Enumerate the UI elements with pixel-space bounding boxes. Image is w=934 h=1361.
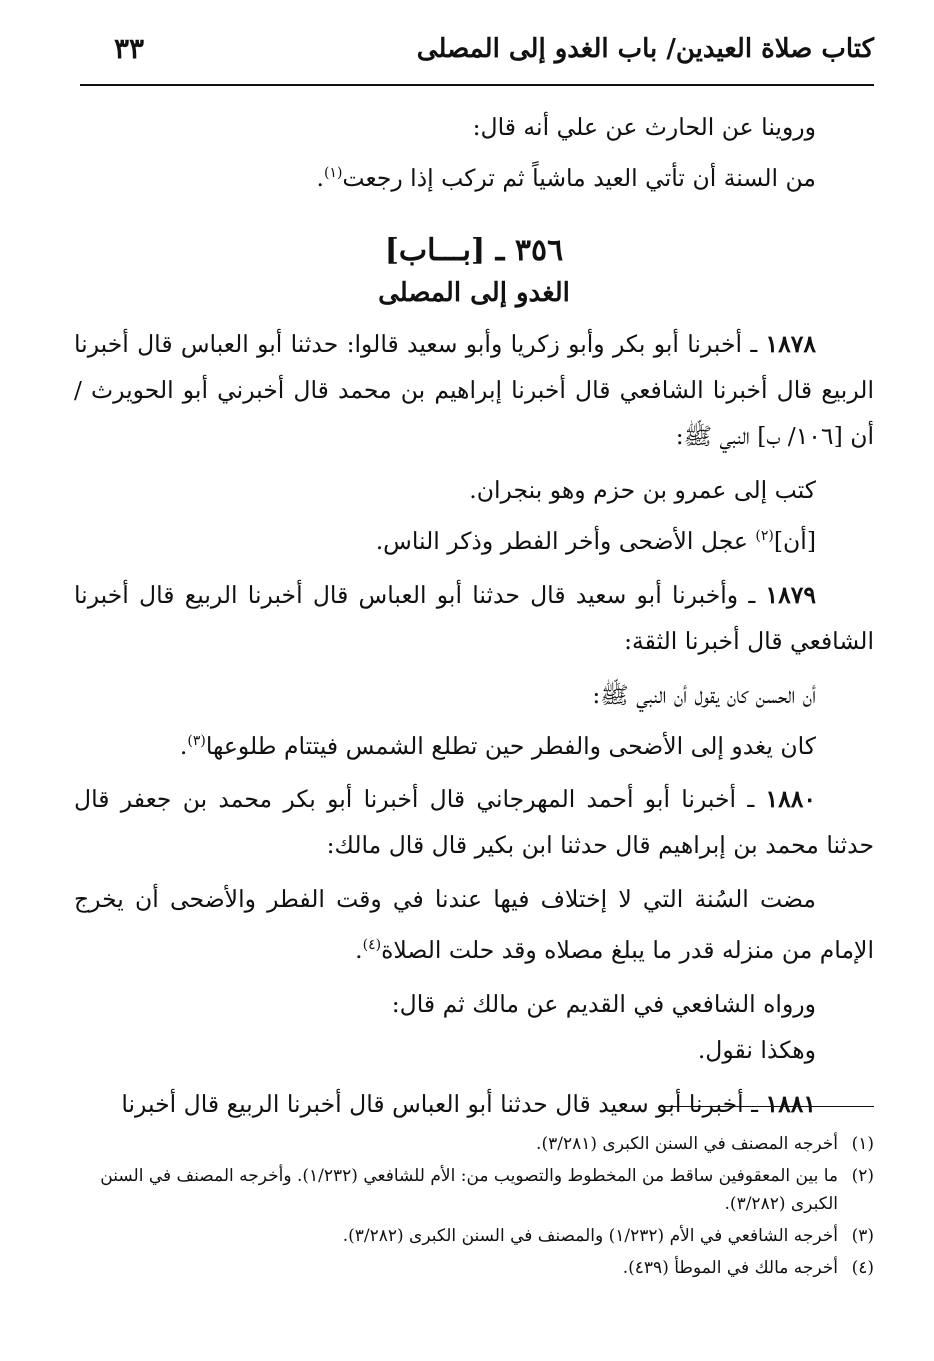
footnotes <box>74 1130 874 1286</box>
page-header <box>80 28 874 86</box>
paragraph <box>74 150 874 201</box>
hadith-1881 <box>74 1081 874 1127</box>
chapter-title: ٣٥٦ ـ [بـــاب] <box>384 232 564 268</box>
paragraph-end: . <box>355 936 363 965</box>
footnote <box>74 1162 874 1218</box>
footnote-ref: (٣) <box>187 732 206 749</box>
hadith-1878 <box>74 321 874 459</box>
chapter-subtitle: الغدو إلى المصلى <box>378 277 570 308</box>
paragraph <box>74 513 874 564</box>
footnote-text: أخرجه الشافعي في الأم (١/٢٣٢) والمصنف في السنن الكبرى (٣/٢٨٢). <box>342 1226 838 1246</box>
paragraph-text: عجل الأضحى وأخر الفطر وذكر الناس. <box>375 526 756 555</box>
paragraph-end: . <box>179 731 188 760</box>
hadith-number: ١٨٨١ <box>765 1090 816 1119</box>
paragraph <box>74 718 874 769</box>
footnote-text: أخرجه المصنف في السنن الكبرى (٣/٢٨١). <box>536 1134 838 1154</box>
footnote-text: أخرجه مالك في الموطأ (٤٣٩). <box>622 1258 838 1278</box>
hadith-1879 <box>74 572 874 664</box>
running-title: كتاب صلاة العيدين/ باب الغدو إلى المصلى <box>416 34 874 64</box>
hadith-1880 <box>74 776 874 868</box>
footnote-number: (٣) <box>851 1226 874 1246</box>
hadith-number: ١٨٧٨ <box>765 329 816 358</box>
footnote-number: (١) <box>851 1134 874 1154</box>
hadith-text: ـ أخبرنا أبو أحمد المهرجاني قال أخبرنا أبو بكر محمد بن جعفر قال حدثنا محمد بن إبراهيم قال حدثنا ابن بكير قال قال مالك: <box>74 785 874 860</box>
footnote-ref: (١) <box>323 165 343 181</box>
paragraph: أن الحسن كان يقول أن النبي ﷺ: <box>592 680 816 709</box>
paragraph: وهكذا نقول. <box>697 1036 816 1065</box>
footnote-text: ما بين المعقوفين ساقط من المخطوط والتصويب من: الأم للشافعي (١/٢٣٢). وأخرجه المصنف في السنن الكبرى (٣/٢٨٢). <box>100 1166 838 1214</box>
paragraph <box>74 876 874 973</box>
paragraph-text: كان يغدو إلى الأضحى والفطر حين تطلع الشمس فيتتام طلوعها <box>205 731 816 760</box>
footnote <box>74 1222 874 1250</box>
paragraph-text: مضت السُنة التي لا إختلاف فيها عندنا في وقت الفطر والأضحى أن يخرج الإمام من منزله قدر ما يبلغ مصلاه وقد حلت الصلاة <box>74 885 874 965</box>
hadith-text: ـ أخبرنا أبو سعيد قال حدثنا أبو العباس قال أخبرنا الربيع قال أخبرنا <box>121 1090 766 1119</box>
footnote-number: (٢) <box>851 1166 874 1186</box>
footnote-ref: (٢) <box>755 527 774 544</box>
hadith-text: ـ أخبرنا أبو بكر وأبو زكريا وأبو سعيد قالوا: حدثنا أبو العباس قال أخبرنا الربيع قال أخبرنا الشافعي قال أخبرنا إبراهيم بن محمد قال أخبرني أبو الحويرث /أن [١٠٦/ ب] النبي ﷺ: <box>74 329 874 450</box>
paragraph-end: . <box>316 163 324 192</box>
paragraph-text: [أن] <box>773 526 816 555</box>
hadith-number: ١٨٧٩ <box>765 580 816 609</box>
paragraph-text: من السنة أن تأتي العيد ماشياً ثم تركب إذا رجعت <box>342 163 816 192</box>
main-text <box>74 104 874 1127</box>
paragraph: كتب إلى عمرو بن حزم وهو بنجران. <box>469 475 816 504</box>
paragraph: وروينا عن الحارث عن علي أنه قال: <box>472 113 816 141</box>
footnote-ref: (٤) <box>362 937 382 954</box>
footnote <box>74 1130 874 1158</box>
paragraph: ورواه الشافعي في القديم عن مالك ثم قال: <box>391 990 816 1019</box>
footnote-number: (٤) <box>851 1258 874 1278</box>
footnote <box>74 1254 874 1282</box>
page-number: ٣٣ <box>114 32 145 65</box>
hadith-text: ـ وأخبرنا أبو سعيد قال حدثنا أبو العباس قال أخبرنا الربيع قال أخبرنا الشافعي قال أخبرنا الثقة: <box>74 580 874 655</box>
hadith-number: ١٨٨٠ <box>765 785 816 814</box>
footnote-divider <box>664 1106 874 1107</box>
